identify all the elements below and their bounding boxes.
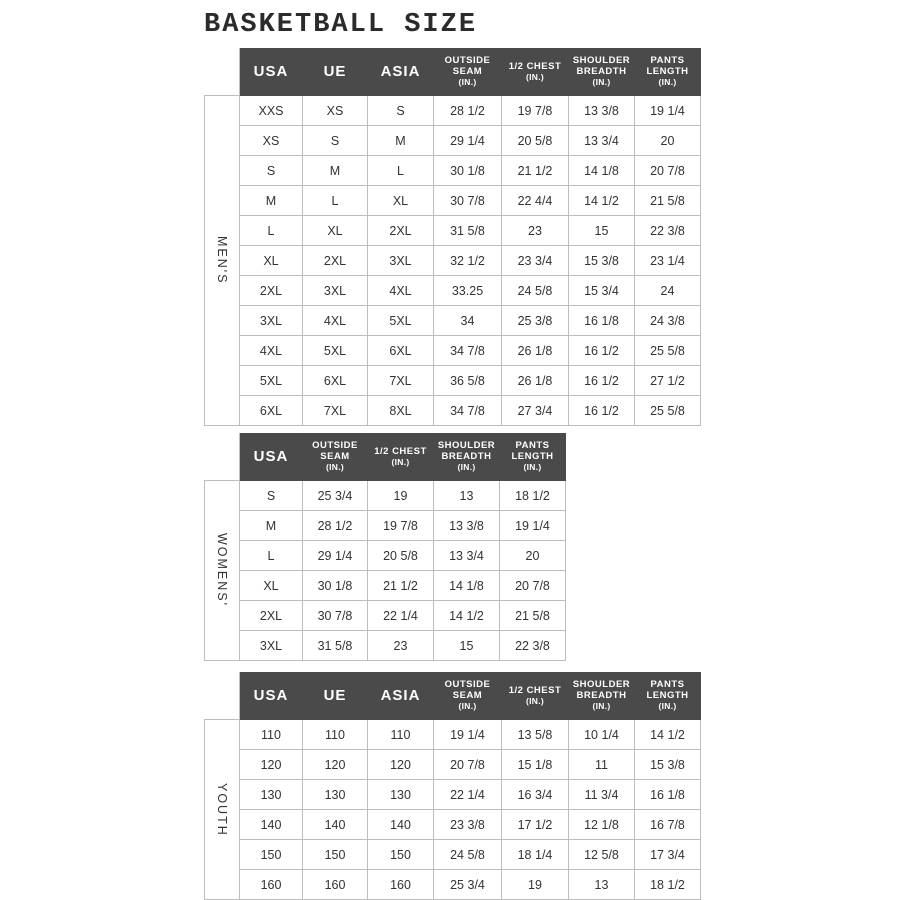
table-cell: 24 3/8 <box>635 306 701 336</box>
table-row <box>205 750 701 780</box>
womens-row-group-label: WOMENS' <box>205 481 240 661</box>
table-cell: 18 1/2 <box>635 870 701 900</box>
column-header-1-2-chest <box>368 434 434 481</box>
table-cell: 5XL <box>368 306 434 336</box>
table-cell: 14 1/2 <box>434 601 500 631</box>
column-header-units: (IN.) <box>325 462 345 473</box>
table-cell: 16 1/2 <box>569 366 635 396</box>
column-header-label: SHOULDER BREADTH <box>572 679 631 702</box>
table-cell: 13 <box>569 870 635 900</box>
column-header-label: ASIA <box>380 687 421 705</box>
table-cell: M <box>240 511 303 541</box>
table-row <box>205 810 701 840</box>
table-cell: M <box>303 156 368 186</box>
table-cell: 15 3/8 <box>635 750 701 780</box>
column-header-label: 1/2 CHEST <box>374 445 427 457</box>
column-header-pants-length <box>500 434 566 481</box>
table-cell: 30 7/8 <box>303 601 368 631</box>
table-cell: 150 <box>303 840 368 870</box>
table-cell: 140 <box>303 810 368 840</box>
table-cell: 160 <box>240 870 303 900</box>
table-cell: 14 1/8 <box>569 156 635 186</box>
table-cell: 23 3/4 <box>502 246 569 276</box>
table-cell: 28 1/2 <box>434 96 502 126</box>
table-cell: 23 1/4 <box>635 246 701 276</box>
table-row <box>205 126 701 156</box>
table-cell: 6XL <box>240 396 303 426</box>
table-cell: 30 1/8 <box>434 156 502 186</box>
column-header-units: (IN.) <box>658 77 677 88</box>
column-header-pants-length <box>635 49 701 96</box>
table-cell: XXS <box>240 96 303 126</box>
table-cell: 21 5/8 <box>500 601 566 631</box>
table-cell: 34 <box>434 306 502 336</box>
table-row <box>205 306 701 336</box>
table-cell: 140 <box>368 810 434 840</box>
column-header-label: 1/2 CHEST <box>508 60 562 72</box>
table-cell: 13 <box>434 481 500 511</box>
page-title: BASKETBALL SIZE <box>204 10 478 40</box>
column-header-label: UE <box>323 687 347 705</box>
table-row <box>205 366 701 396</box>
womens-size-table <box>204 433 566 661</box>
table-row <box>205 601 566 631</box>
table-cell: 16 1/8 <box>635 780 701 810</box>
table-cell: 130 <box>368 780 434 810</box>
table-row <box>205 571 566 601</box>
table-cell: 13 5/8 <box>502 720 569 750</box>
table-cell: 3XL <box>303 276 368 306</box>
table-cell: M <box>368 126 434 156</box>
table-cell: 16 1/2 <box>569 396 635 426</box>
table-cell: 3XL <box>368 246 434 276</box>
table-cell: 32 1/2 <box>434 246 502 276</box>
column-header-label: OUTSIDE SEAM <box>312 440 358 463</box>
column-header-label: OUTSIDE SEAM <box>444 679 491 702</box>
youth-size-table-block <box>204 672 701 900</box>
table-cell: 20 <box>500 541 566 571</box>
table-cell: 15 3/8 <box>569 246 635 276</box>
table-cell: 19 <box>502 870 569 900</box>
table-cell: 16 1/2 <box>569 336 635 366</box>
table-cell: 120 <box>240 750 303 780</box>
table-cell: 120 <box>303 750 368 780</box>
column-header-label: USA <box>253 63 289 81</box>
table-cell: 31 5/8 <box>303 631 368 661</box>
column-header-outside-seam <box>434 673 502 720</box>
table-cell: 16 3/4 <box>502 780 569 810</box>
column-header-label: ASIA <box>380 63 421 81</box>
table-row <box>205 216 701 246</box>
table-cell: 34 7/8 <box>434 336 502 366</box>
column-header-label: PANTS LENGTH <box>646 679 689 702</box>
table-cell: 2XL <box>240 276 303 306</box>
table-cell: 3XL <box>240 306 303 336</box>
table-cell: 11 <box>569 750 635 780</box>
table-row <box>205 840 701 870</box>
table-cell: 160 <box>303 870 368 900</box>
table-cell: 18 1/2 <box>500 481 566 511</box>
column-header-units: (IN.) <box>658 701 677 712</box>
table-cell: 20 7/8 <box>500 571 566 601</box>
column-header-outside-seam <box>303 434 368 481</box>
column-header-label: USA <box>253 448 289 466</box>
table-cell: 12 5/8 <box>569 840 635 870</box>
column-header-units: (IN.) <box>458 77 477 88</box>
table-row <box>205 511 566 541</box>
table-cell: 14 1/2 <box>569 186 635 216</box>
table-corner-cell <box>205 49 240 96</box>
table-cell: 2XL <box>303 246 368 276</box>
table-cell: 21 1/2 <box>502 156 569 186</box>
table-cell: L <box>240 541 303 571</box>
table-cell: 10 1/4 <box>569 720 635 750</box>
table-cell: XL <box>240 246 303 276</box>
table-cell: 17 1/2 <box>502 810 569 840</box>
table-row <box>205 396 701 426</box>
table-row <box>205 336 701 366</box>
column-header-units: (IN.) <box>391 456 410 467</box>
column-header-label: OUTSIDE SEAM <box>444 55 491 78</box>
table-cell: 22 4/4 <box>502 186 569 216</box>
column-header-usa <box>240 49 303 96</box>
column-header-label: UE <box>323 63 347 81</box>
table-cell: XL <box>240 571 303 601</box>
table-cell: 25 3/4 <box>303 481 368 511</box>
table-cell: 22 3/8 <box>635 216 701 246</box>
table-cell: 13 3/4 <box>569 126 635 156</box>
table-cell: 5XL <box>240 366 303 396</box>
table-cell: 20 5/8 <box>502 126 569 156</box>
table-cell: 21 5/8 <box>635 186 701 216</box>
column-header-units: (IN.) <box>457 462 476 473</box>
column-header-label: USA <box>253 687 289 705</box>
mens-size-table-block <box>204 48 701 426</box>
table-cell: S <box>303 126 368 156</box>
table-cell: 19 1/4 <box>434 720 502 750</box>
table-cell: 160 <box>368 870 434 900</box>
table-cell: 34 7/8 <box>434 396 502 426</box>
column-header-1-2-chest <box>502 673 569 720</box>
table-row <box>205 246 701 276</box>
table-cell: 29 1/4 <box>434 126 502 156</box>
column-header-pants-length <box>635 673 701 720</box>
table-cell: 12 1/8 <box>569 810 635 840</box>
table-cell: 4XL <box>240 336 303 366</box>
table-cell: S <box>240 156 303 186</box>
table-cell: 16 1/8 <box>569 306 635 336</box>
table-cell: 110 <box>240 720 303 750</box>
table-row <box>205 720 701 750</box>
table-cell: 25 5/8 <box>635 396 701 426</box>
column-header-shoulder-breadth <box>569 49 635 96</box>
table-cell: XL <box>303 216 368 246</box>
table-cell: 6XL <box>303 366 368 396</box>
table-cell: 17 3/4 <box>635 840 701 870</box>
table-cell: 20 7/8 <box>635 156 701 186</box>
table-cell: 18 1/4 <box>502 840 569 870</box>
womens-size-table-block <box>204 433 566 661</box>
table-cell: 7XL <box>303 396 368 426</box>
table-cell: 29 1/4 <box>303 541 368 571</box>
table-cell: 26 1/8 <box>502 336 569 366</box>
table-cell: 130 <box>303 780 368 810</box>
column-header-units: (IN.) <box>592 701 611 712</box>
column-header-units: (IN.) <box>592 77 611 88</box>
column-header-asia <box>368 673 434 720</box>
column-header-asia <box>368 49 434 96</box>
table-cell: 33.25 <box>434 276 502 306</box>
table-cell: 13 3/8 <box>434 511 500 541</box>
table-cell: 22 1/4 <box>368 601 434 631</box>
table-cell: XL <box>368 186 434 216</box>
column-header-1-2-chest <box>502 49 569 96</box>
table-cell: 11 3/4 <box>569 780 635 810</box>
table-cell: 28 1/2 <box>303 511 368 541</box>
youth-size-table <box>204 672 701 900</box>
table-cell: 31 5/8 <box>434 216 502 246</box>
column-header-units: (IN.) <box>525 695 545 706</box>
table-row <box>205 481 566 511</box>
table-row <box>205 631 566 661</box>
table-cell: 5XL <box>303 336 368 366</box>
table-cell: 25 3/4 <box>434 870 502 900</box>
mens-row-group-label: MEN'S <box>205 96 240 426</box>
table-cell: 21 1/2 <box>368 571 434 601</box>
table-row <box>205 780 701 810</box>
table-cell: 20 7/8 <box>434 750 502 780</box>
column-header-label: PANTS LENGTH <box>646 55 689 78</box>
table-cell: 4XL <box>303 306 368 336</box>
table-cell: 140 <box>240 810 303 840</box>
table-cell: 15 <box>434 631 500 661</box>
table-cell: 20 <box>635 126 701 156</box>
column-header-usa <box>240 673 303 720</box>
table-cell: 15 <box>569 216 635 246</box>
table-cell: L <box>240 216 303 246</box>
table-cell: 16 7/8 <box>635 810 701 840</box>
table-cell: 23 <box>368 631 434 661</box>
table-cell: S <box>368 96 434 126</box>
table-cell: 26 1/8 <box>502 366 569 396</box>
column-header-usa <box>240 434 303 481</box>
column-header-ue <box>303 49 368 96</box>
table-cell: 24 <box>635 276 701 306</box>
table-cell: 130 <box>240 780 303 810</box>
table-row <box>205 541 566 571</box>
table-row <box>205 186 701 216</box>
table-cell: 150 <box>368 840 434 870</box>
table-cell: 30 7/8 <box>434 186 502 216</box>
table-cell: 22 3/8 <box>500 631 566 661</box>
table-cell: 27 3/4 <box>502 396 569 426</box>
table-cell: 25 5/8 <box>635 336 701 366</box>
column-header-ue <box>303 673 368 720</box>
table-cell: 14 1/2 <box>635 720 701 750</box>
table-cell: 19 <box>368 481 434 511</box>
table-cell: 24 5/8 <box>434 840 502 870</box>
table-cell: 4XL <box>368 276 434 306</box>
table-cell: 6XL <box>368 336 434 366</box>
table-corner-cell <box>205 434 240 481</box>
table-row <box>205 276 701 306</box>
table-cell: 23 3/8 <box>434 810 502 840</box>
table-cell: 27 1/2 <box>635 366 701 396</box>
table-cell: S <box>240 481 303 511</box>
table-cell: 110 <box>303 720 368 750</box>
table-cell: 2XL <box>368 216 434 246</box>
table-corner-cell <box>205 673 240 720</box>
column-header-outside-seam <box>434 49 502 96</box>
youth-row-group-label: YOUTH <box>205 720 240 900</box>
table-cell: 7XL <box>368 366 434 396</box>
column-header-shoulder-breadth <box>434 434 500 481</box>
table-row <box>205 870 701 900</box>
table-cell: 15 1/8 <box>502 750 569 780</box>
table-cell: 25 3/8 <box>502 306 569 336</box>
column-header-label: 1/2 CHEST <box>508 684 562 696</box>
column-header-units: (IN.) <box>458 701 477 712</box>
table-cell: 22 1/4 <box>434 780 502 810</box>
table-cell: 13 3/4 <box>434 541 500 571</box>
table-cell: 36 5/8 <box>434 366 502 396</box>
table-row <box>205 156 701 186</box>
table-cell: 15 3/4 <box>569 276 635 306</box>
table-cell: 110 <box>368 720 434 750</box>
column-header-label: SHOULDER BREADTH <box>437 440 496 463</box>
table-cell: 20 5/8 <box>368 541 434 571</box>
table-cell: 2XL <box>240 601 303 631</box>
table-cell: 3XL <box>240 631 303 661</box>
table-cell: 19 7/8 <box>502 96 569 126</box>
column-header-units: (IN.) <box>523 462 542 473</box>
table-cell: 24 5/8 <box>502 276 569 306</box>
table-row <box>205 96 701 126</box>
table-cell: 23 <box>502 216 569 246</box>
table-cell: 30 1/8 <box>303 571 368 601</box>
column-header-shoulder-breadth <box>569 673 635 720</box>
table-cell: 19 7/8 <box>368 511 434 541</box>
table-cell: 120 <box>368 750 434 780</box>
table-cell: 150 <box>240 840 303 870</box>
column-header-units: (IN.) <box>525 71 545 82</box>
table-cell: 8XL <box>368 396 434 426</box>
table-cell: M <box>240 186 303 216</box>
column-header-label: SHOULDER BREADTH <box>572 55 631 78</box>
table-cell: L <box>368 156 434 186</box>
table-cell: XS <box>240 126 303 156</box>
table-cell: 19 1/4 <box>635 96 701 126</box>
mens-size-table <box>204 48 701 426</box>
table-cell: XS <box>303 96 368 126</box>
table-cell: 19 1/4 <box>500 511 566 541</box>
table-cell: 13 3/8 <box>569 96 635 126</box>
column-header-label: PANTS LENGTH <box>511 440 554 463</box>
table-cell: L <box>303 186 368 216</box>
table-cell: 14 1/8 <box>434 571 500 601</box>
